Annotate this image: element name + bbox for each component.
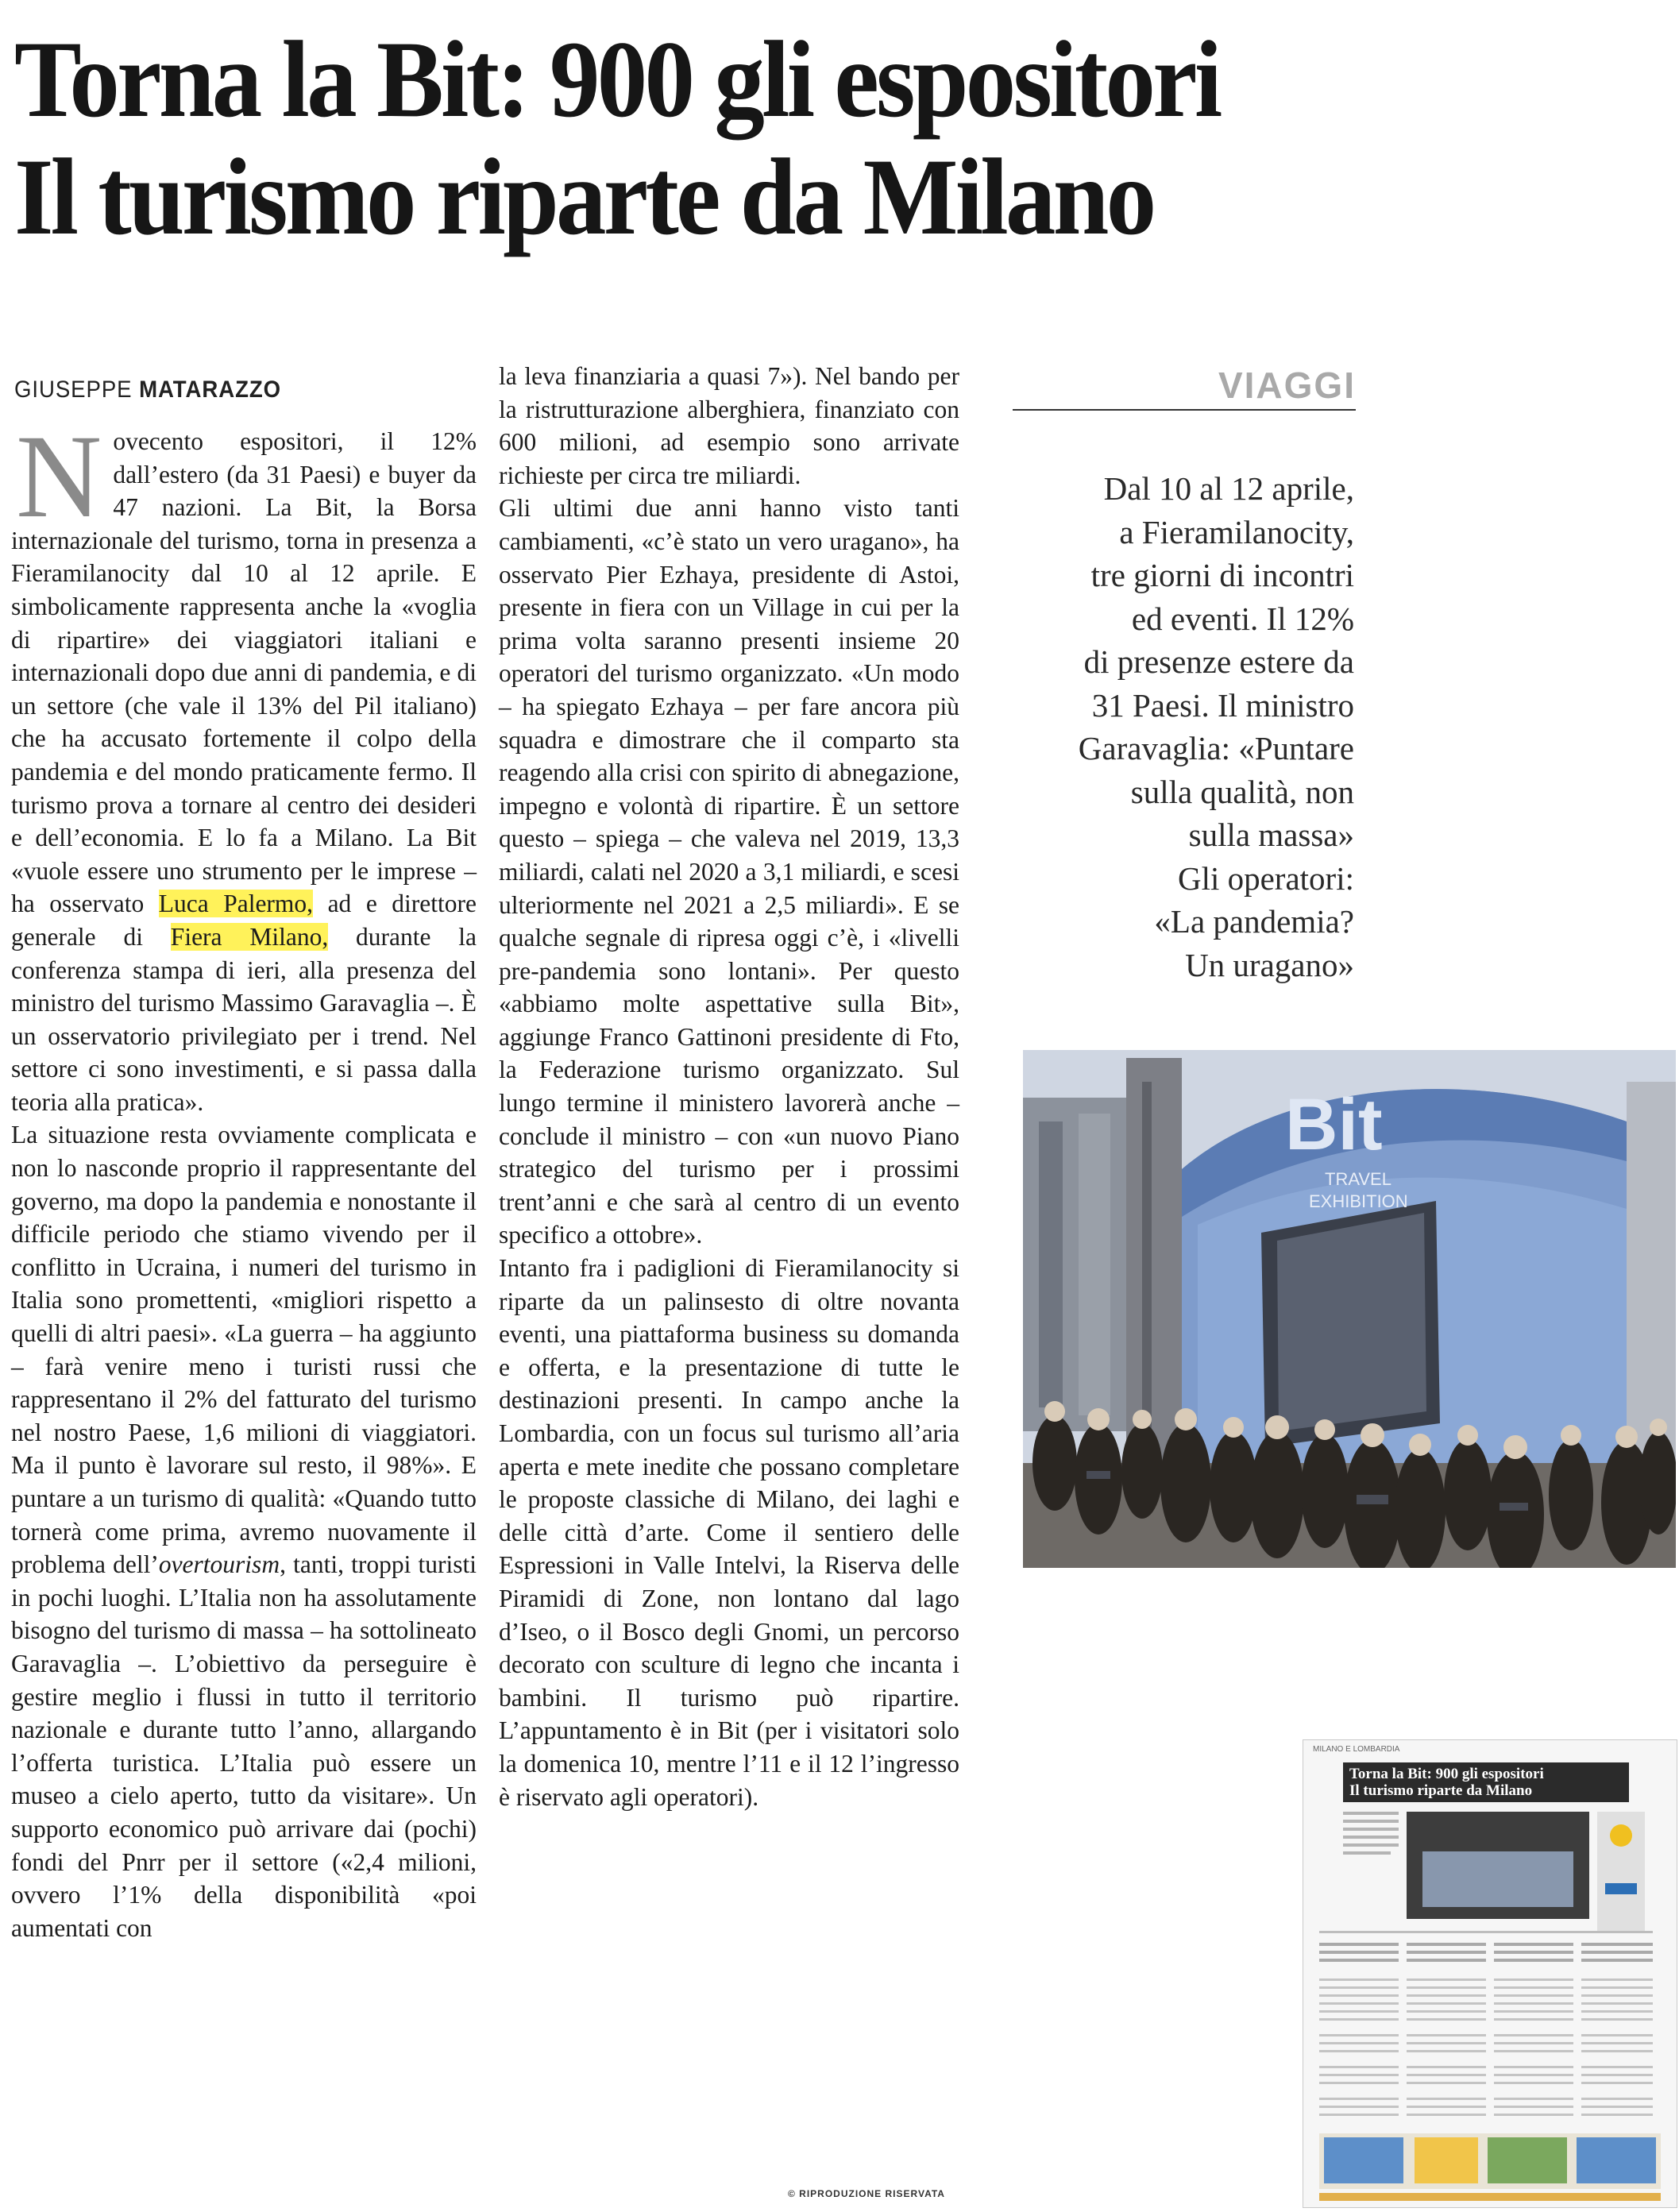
bit-sign-logo: Bit xyxy=(1285,1084,1383,1165)
paragraph-5: Intanto fra i padiglioni di Fieramilanocity si riparte da un palinsesto di oltre novanta eventi, una piattaforma business su domanda e offerta, e la presentazione di tutte le destinazioni presenti. In campo anche la Lombardia, con un focus sul turismo all’aria aperta e mete inedite che possano completare le proposte classiche di Milano, dei laghi e delle città d’arte. Come il sentiero delle Espressioni in Valle Intelvi, la Riserva delle Piramidi di Zone, non lontano dal lago d’Iseo, o il Bosco degli Gnomi, un percorso decorato con sculture di legno che incanta i bambini. Il turismo può ripartire. L’appuntamento è in Bit (per i visitatori solo la domenica 10, mentre l’11 e il 12 l’ingresso è riservato agli operatori). xyxy=(499,1254,959,1811)
copyright-credit: © RIPRODUZIONE RISERVATA xyxy=(788,2188,945,2199)
paragraph-1-text-a: ovecento espositori, il 12% dall’estero (da 31 Paesi) e buyer da 47 nazioni. La Bit, la Borsa internazionale del turismo, torna in presenza a Fieramilanocity dal 10 al 12 aprile. E simbolicamente rappresenta anche la «voglia di ripartire» dei viaggiatori italiani e internazionali dopo due anni di pandemia, e di un settore (che vale il 13% del Pil italiano) che ha accusato fortemente il colpo della pandemia e del mondo praticamente fermo. Il turismo prova a tornare al centro dei desideri e dell’economia. E lo fa a Milano. La Bit «vuole essere uno strumento per le imprese – ha osservato xyxy=(11,427,477,918)
photo-illustration xyxy=(1023,1050,1676,1568)
article-column-2 xyxy=(499,360,959,1813)
paragraph-2 xyxy=(11,1118,477,1944)
section-rule xyxy=(1013,409,1356,411)
summary-line: ed eventi. Il 12% xyxy=(1131,600,1354,637)
summary-line: Garavaglia: «Puntare xyxy=(1078,730,1354,766)
summary-line: Un uragano» xyxy=(1185,946,1354,983)
headline xyxy=(14,18,1534,257)
article-photo xyxy=(1023,1050,1676,1568)
headline-line-1: Torna la Bit: 900 gli espositori xyxy=(14,18,1220,140)
bit-sign-line-1: TRAVEL xyxy=(1325,1169,1391,1189)
summary-line: 31 Paesi. Il ministro xyxy=(1091,686,1354,724)
paragraph-2-emphasis: overtourism xyxy=(158,1550,280,1579)
byline xyxy=(14,376,453,403)
bit-sign-line-2: EXHIBITION xyxy=(1309,1191,1408,1211)
thumbnail-section: MILANO E LOMBARDIA xyxy=(1313,1745,1400,1754)
summary-deck xyxy=(1017,467,1354,986)
paragraph-1-text-c: durante la conferenza stampa di ieri, alla presenza del ministro del turismo Massimo Garavaglia –. È un osservatorio privilegiato per i trend. Nel settore ci sono investimenti, e si passa dalla teoria alla pratica». xyxy=(11,922,477,1116)
thumbnail-page-layout xyxy=(1303,1740,1677,2207)
paragraph-1 xyxy=(11,411,477,1118)
summary-line: sulla massa» xyxy=(1188,816,1354,853)
thumbnail-headline-line-1: Torna la Bit: 900 gli espositori xyxy=(1349,1766,1544,1782)
summary-line: «La pandemia? xyxy=(1154,903,1354,940)
article-column-1 xyxy=(11,411,477,1944)
highlight-person: Luca Palermo, xyxy=(158,890,314,918)
summary-line: sulla qualità, non xyxy=(1130,773,1354,810)
highlight-organization: Fiera Milano, xyxy=(170,922,329,951)
page-thumbnail xyxy=(1303,1739,1677,2208)
byline-last-name: MATARAZZO xyxy=(139,376,282,403)
byline-first-name: GIUSEPPE xyxy=(14,376,133,403)
summary-line: Gli operatori: xyxy=(1177,859,1354,897)
summary-line: tre giorni di incontri xyxy=(1090,557,1354,593)
thumbnail-headline-line-2: Il turismo riparte da Milano xyxy=(1349,1782,1533,1799)
paragraph-4: Gli ultimi due anni hanno visto tanti cambiamenti, «c’è stato un vero uragano», ha osservato Pier Ezhaya, presidente di Astoi, presente in fiera con un Village in cui per la prima volta saranno presenti insieme 20 operatori del turismo organizzato. «Un modo – ha spiegato Ezhaya – per fare ancora più squadra e dimostrare che il comparto sta reagendo alla crisi con spirito di abnegazione, impegno e volontà di ripartire. È un settore questo – spiega – che valeva nel 2019, 13,3 miliardi, calati nel 2020 a 3,1 miliardi, e scesi ulteriormente nel 2021 a 2,5 miliardi». E se qualche segnale di ripresa oggi c’è, i «livelli pre-pandemia sono lontani». Per questo «abbiamo molte aspettative sulla Bit», aggiunge Franco Gattinoni presidente di Fto, la Federazione turismo organizzato. Sul lungo termine il ministero lavorerà anche – conclude il ministro – con «un nuovo Piano strategico del turismo per i prossimi trent’anni e che sarà al centro di un evento specifico a ottobre». xyxy=(499,494,959,1249)
summary-line: a Fieramilanocity, xyxy=(1119,513,1354,550)
section-label: VIAGGI xyxy=(1218,365,1356,406)
summary-line: di presenze estere da xyxy=(1083,643,1354,680)
paragraph-2-text-b: , tanti, troppi turisti in pochi luoghi. L’Italia non ha assolutamente bisogno del turismo di massa – ha sottolineato Garavaglia –. L’obiettivo da perseguire è gestire meglio i flussi in tutto il territorio nazionale e durante tutto l’anno, allargando l’offerta turistica. L’Italia può essere un museo a cielo aperto, tutto da visitare». Un supporto economico può arrivare dai (pochi) fondi del Pnrr per il settore («2,4 milioni, ovvero l’1% della disponibilità «poi aumentati con xyxy=(11,1550,477,1942)
summary-line: Dal 10 al 12 aprile, xyxy=(1103,470,1354,507)
paragraph-2-text-a: La situazione resta ovviamente complicata e non lo nasconde proprio il rappresentante del governo, ma dopo la pandemia e nonostante il difficile periodo che stiamo vivendo per il conflitto in Ucraina, i numeri del turismo in Italia sono promettenti, «migliori rispetto a quelli di altri paesi». «La guerra – ha aggiunto – farà venire meno i turisti russi che rappresentano il 2% del fatturato del turismo nel nostro Paese, 1,6 milioni di viaggiatori. Ma il punto è lavorare sul resto, il 98%». E puntare a un turismo di qualità: «Quando tutto tornerà come prima, avremo nuovamente il problema dell’ xyxy=(11,1121,477,1579)
headline-line-2: Il turismo riparte da Milano xyxy=(14,136,1154,257)
drop-cap: N xyxy=(16,411,102,542)
paragraph-3: la leva finanziaria a quasi 7»). Nel bando per la ristrutturazione alberghiera, finanziato con 600 milioni, ad esempio sono arrivate richieste per circa tre miliardi. xyxy=(499,362,959,489)
paragraph-1-text-b: ad e direttore generale di xyxy=(11,890,477,951)
